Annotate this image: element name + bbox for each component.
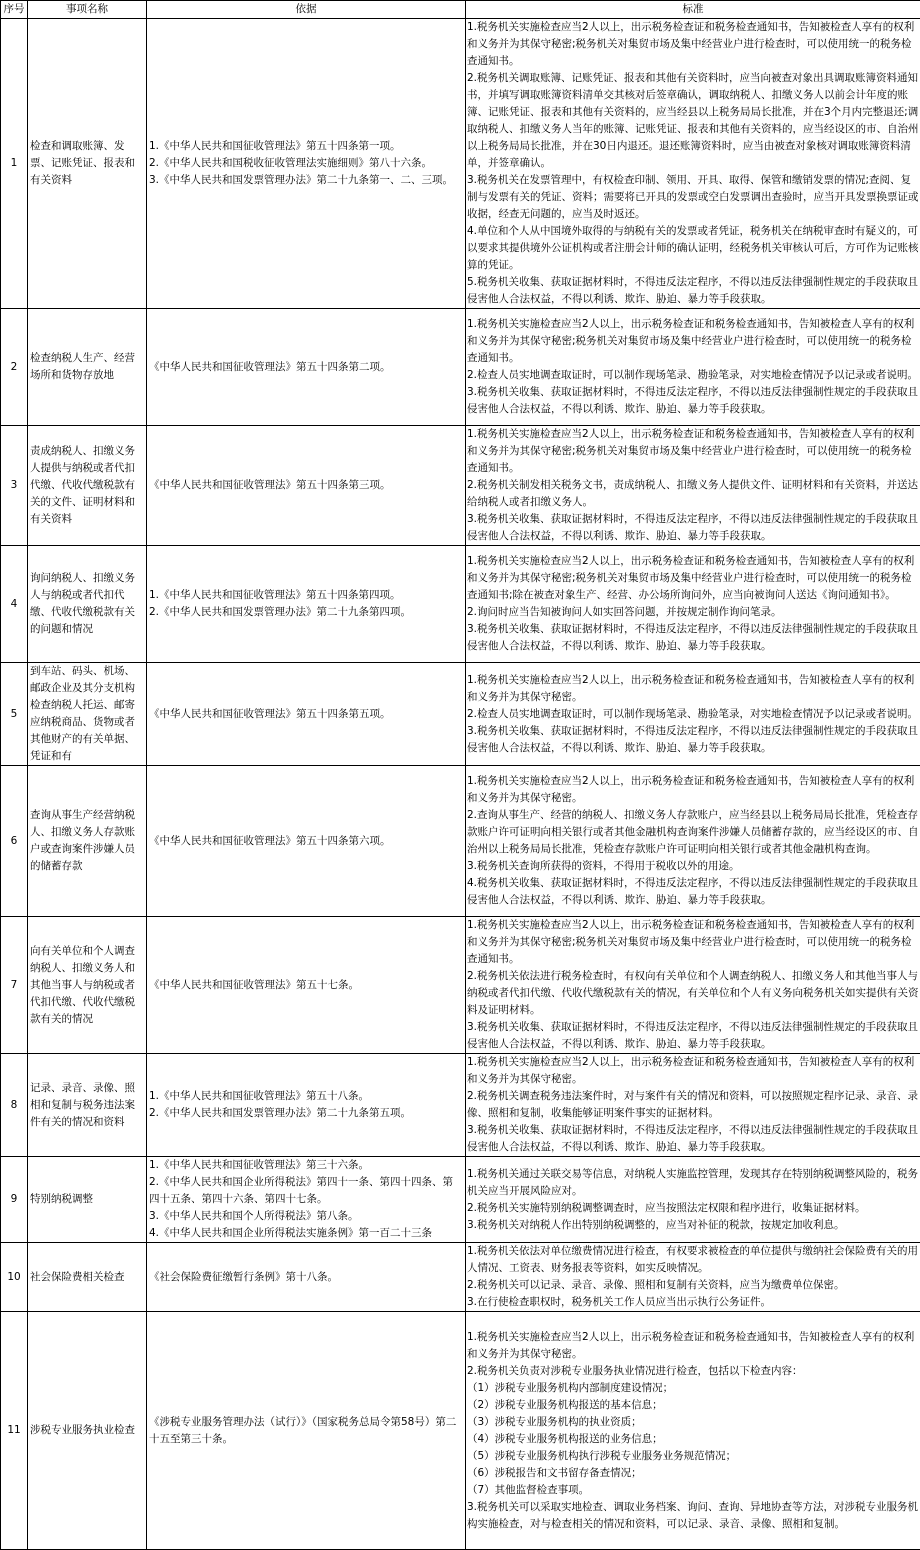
- standard-line: 3.税务机关在发票管理中，有权检查印制、领用、开具、取得、保管和缴销发票的情况;查阅、复制与发票有关的凭证、资料；需要将已开具的发票或空白发票调出查验时，应当开具发票换票证或收据，经查无问题的，应当及时返还。: [467, 172, 919, 223]
- item-name: 检查和调取账簿、发票、记账凭证、报表和有关资料: [28, 19, 147, 309]
- table-row: [1, 1243, 920, 1312]
- standard-line: 3.税务机关收集、获取证据材料时，不得违反法定程序，不得以违反法律强制性规定的手段获取且侵害他人合法权益，不得以利诱、欺诈、胁迫、暴力等手段获取。: [467, 621, 919, 655]
- item-name: 向有关单位和个人调查纳税人、扣缴义务人和其他当事人与纳税或者代扣代缴、代收代缴税款有关的情况: [28, 917, 147, 1054]
- item-name: 社会保险费相关检查: [28, 1243, 147, 1312]
- standard-cell: [466, 19, 920, 309]
- standard-line: 3.税务机关收集、获取证据材料时，不得违反法定程序，不得以违反法律强制性规定的手段获取且侵害他人合法权益，不得以利诱、欺诈、胁迫、暴力等手段获取。: [467, 723, 919, 757]
- item-name: 特别纳税调整: [28, 1157, 147, 1243]
- table-row: [1, 766, 920, 917]
- row-number: 3: [1, 426, 28, 546]
- basis-line: 《中华人民共和国征收管理法》第五十四条第六项。: [149, 833, 463, 850]
- standard-line: （5）涉税专业服务机构执行涉税专业服务业务规范情况；: [467, 1448, 919, 1465]
- item-name: 涉税专业服务执业检查: [28, 1312, 147, 1550]
- standard-line: 3.税务机关收集、获取证据材料时，不得违反法定程序，不得以违反法律强制性规定的手段获取且侵害他人合法权益，不得以利诱、欺诈、胁迫、暴力等手段获取。: [467, 384, 919, 418]
- row-number: 1: [1, 19, 28, 309]
- standard-cell: [466, 766, 920, 917]
- standard-line: 2.税务机关制发相关税务文书，责成纳税人、扣缴义务人提供文件、证明材料和有关资料，并送达给纳税人或者扣缴义务人。: [467, 477, 919, 511]
- basis-line: 《中华人民共和国征收管理法》第五十四条第三项。: [149, 477, 463, 494]
- basis-line: 2.《中华人民共和国发票管理办法》第二十九条第四项。: [149, 604, 463, 621]
- standard-line: 3.在行使检查职权时，税务机关工作人员应当出示执行公务证件。: [467, 1294, 919, 1311]
- basis-line: 《涉税专业服务管理办法（试行）》（国家税务总局令第58号）第二十五至第三十条。: [149, 1414, 463, 1448]
- table-header-row: [1, 1, 920, 19]
- row-number: 5: [1, 663, 28, 766]
- basis-line: 2.《中华人民共和国发票管理办法》第二十九条第五项。: [149, 1105, 463, 1122]
- item-name: 记录、录音、录像、照相和复制与税务违法案件有关的情况和资料: [28, 1054, 147, 1157]
- header-item-name: 事项名称: [28, 1, 147, 19]
- standard-line: 1.税务机关实施检查应当2人以上，出示税务检查证和税务检查通知书，告知被检查人享有的权利和义务并为其保守秘密;税务机关对集贸市场及集中经营业户进行检查时，可以使用统一的税务检查通知书;除在被查对象生产、经营、办公场所询问外，应当向被询问人送达《询问通知书》。: [467, 553, 919, 604]
- table-row: [1, 1054, 920, 1157]
- table-row: [1, 1157, 920, 1243]
- standard-cell: [466, 546, 920, 663]
- basis-cell: [147, 19, 466, 309]
- item-name: 查询从事生产经营纳税人、扣缴义务人存款账户或查询案件涉嫌人员的储蓄存款: [28, 766, 147, 917]
- row-number: 2: [1, 309, 28, 426]
- standard-line: 1.税务机关实施检查应当2人以上，出示税务检查证和税务检查通知书，告知被检查人享有的权利和义务并为其保守秘密。: [467, 773, 919, 807]
- standard-line: 4.税务机关收集、获取证据材料时，不得违反法定程序，不得以违反法律强制性规定的手段获取且侵害他人合法权益，不得以利诱、欺诈、胁迫、暴力等手段获取。: [467, 875, 919, 909]
- standard-line: 2.检查人员实地调查取证时，可以制作现场笔录、勘验笔录，对实地检查情况予以记录或者说明。: [467, 706, 919, 723]
- table-row: [1, 426, 920, 546]
- standard-line: （7）其他监督检查事项。: [467, 1482, 919, 1499]
- standard-line: 1.税务机关实施检查应当2人以上，出示税务检查证和税务检查通知书，告知被检查人享有的权利和义务并为其保守秘密;税务机关对集贸市场及集中经营业户进行检查时，可以使用统一的税务检查通知书。: [467, 316, 919, 367]
- header-basis: 依据: [147, 1, 466, 19]
- basis-line: 《中华人民共和国征收管理法》第五十四条第五项。: [149, 706, 463, 723]
- table-row: [1, 663, 920, 766]
- basis-line: 《中华人民共和国征收管理法》第五十四条第二项。: [149, 359, 463, 376]
- row-number: 11: [1, 1312, 28, 1550]
- basis-cell: [147, 1054, 466, 1157]
- standard-line: 1.税务机关通过关联交易等信息，对纳税人实施监控管理，发现其存在特别纳税调整风险的，税务机关应当开展风险应对。: [467, 1166, 919, 1200]
- standard-line: 2.税务机关调取账簿、记账凭证、报表和其他有关资料时，应当向被查对象出具调取账簿资料通知书，并填写调取账簿资料清单交其核对后签章确认，调取纳税人、扣缴义务人以前会计年度的账簿、记账凭证、报表和其他有关资料的，应当经县以上税务局局长批准，并在3个月内完整退还;调取纳税人、扣缴义务人当年的账簿、记账凭证、报表和其他有关资料的，应当经设区的市、自治州以上税务局局长批准，并在30日内退还。退还账簿资料时，应当由被查对象核对调取账簿资料清单，并签章确认。: [467, 70, 919, 172]
- basis-line: 4.《中华人民共和国企业所得税法实施条例》第一百二十三条: [149, 1225, 463, 1242]
- standard-line: 2.税务机关实施特别纳税调整调查时，应当按照法定权限和程序进行，收集证据材料。: [467, 1200, 919, 1217]
- standard-line: 1.税务机关依法对单位缴费情况进行检查，有权要求被检查的单位提供与缴纳社会保险费有关的用人情况、工资表、财务报表等资料，如实反映情况。: [467, 1243, 919, 1277]
- basis-cell: [147, 1312, 466, 1550]
- standard-cell: [466, 426, 920, 546]
- standard-line: 4.单位和个人从中国境外取得的与纳税有关的发票或者凭证，税务机关在纳税审查时有疑义的，可以要求其提供境外公证机构或者注册会计师的确认证明，经税务机关审核认可后，方可作为记账核算的凭证。: [467, 223, 919, 274]
- table-row: [1, 546, 920, 663]
- row-number: 7: [1, 917, 28, 1054]
- standard-line: （6）涉税报告和文书留存备查情况；: [467, 1465, 919, 1482]
- standard-line: 2.查询从事生产、经营的纳税人、扣缴义务人存款账户，应当经县以上税务局局长批准，凭检查存款账户许可证明向相关银行或者其他金融机构查询案件涉嫌人员储蓄存款的，应当经设区的市、自治州以上税务局局长批准，凭检查存款账户许可证明向相关银行或者其他金融机构查询。: [467, 807, 919, 858]
- standard-cell: [466, 1243, 920, 1312]
- standard-line: 3.税务机关查询所获得的资料，不得用于税收以外的用途。: [467, 858, 919, 875]
- basis-line: 1.《中华人民共和国征收管理法》第五十四条第四项。: [149, 587, 463, 604]
- standard-line: 2.检查人员实地调查取证时，可以制作现场笔录、勘验笔录，对实地检查情况予以记录或者说明。: [467, 367, 919, 384]
- standard-line: 2.询问时应当告知被询问人如实回答问题，并按规定制作询问笔录。: [467, 604, 919, 621]
- basis-cell: [147, 1157, 466, 1243]
- basis-cell: [147, 1243, 466, 1312]
- standard-line: 3.税务机关可以采取实地检查、调取业务档案、询问、查询、异地协查等方法，对涉税专业服务机构实施检查，对与检查相关的情况和资料，可以记录、录音、录像、照相和复制。: [467, 1499, 919, 1533]
- standard-cell: [466, 917, 920, 1054]
- basis-line: 1.《中华人民共和国征收管理法》第三十六条。: [149, 1157, 463, 1174]
- table-row: [1, 309, 920, 426]
- row-number: 8: [1, 1054, 28, 1157]
- basis-cell: [147, 426, 466, 546]
- row-number: 9: [1, 1157, 28, 1243]
- basis-line: 3.《中华人民共和国发票管理办法》第二十九条第一、二、三项。: [149, 172, 463, 189]
- standard-line: 2.税务机关可以记录、录音、录像、照相和复制有关资料，应当为缴费单位保密。: [467, 1277, 919, 1294]
- standard-line: 1.税务机关实施检查应当2人以上，出示税务检查证和税务检查通知书，告知被检查人享有的权利和义务并为其保守秘密。: [467, 1329, 919, 1363]
- basis-line: 1.《中华人民共和国征收管理法》第五十四条第一项。: [149, 138, 463, 155]
- row-number: 4: [1, 546, 28, 663]
- standard-cell: [466, 1312, 920, 1550]
- row-number: 10: [1, 1243, 28, 1312]
- standard-line: 3.税务机关收集、获取证据材料时，不得违反法定程序，不得以违反法律强制性规定的手段获取且侵害他人合法权益，不得以利诱、欺诈、胁迫、暴力等手段获取。: [467, 511, 919, 545]
- standard-line: 5.税务机关收集、获取证据材料时，不得违反法定程序，不得以违反法律强制性规定的手段获取且侵害他人合法权益，不得以利诱、欺诈、胁迫、暴力等手段获取。: [467, 274, 919, 308]
- standard-line: 1.税务机关实施检查应当2人以上，出示税务检查证和税务检查通知书，告知被检查人享有的权利和义务并为其保守秘密。: [467, 1054, 919, 1088]
- standard-line: 1.税务机关实施检查应当2人以上，出示税务检查证和税务检查通知书，告知被检查人享有的权利和义务并为其保守秘密。: [467, 672, 919, 706]
- standard-cell: [466, 663, 920, 766]
- row-number: 6: [1, 766, 28, 917]
- basis-cell: [147, 766, 466, 917]
- standard-line: 3.税务机关对纳税人作出特别纳税调整的，应当对补征的税款，按规定加收利息。: [467, 1217, 919, 1234]
- table-row: [1, 917, 920, 1054]
- basis-line: 3.《中华人民共和国个人所得税法》第八条。: [149, 1208, 463, 1225]
- standard-line: （3）涉税专业服务机构的执业资质；: [467, 1414, 919, 1431]
- standard-cell: [466, 1157, 920, 1243]
- table-row: [1, 19, 920, 309]
- standard-line: 1.税务机关实施检查应当2人以上，出示税务检查证和税务检查通知书，告知被检查人享有的权利和义务并为其保守秘密;税务机关对集贸市场及集中经营业户进行检查时，可以使用统一的税务检查通知书。: [467, 917, 919, 968]
- basis-line: 《中华人民共和国征收管理法》第五十七条。: [149, 977, 463, 994]
- standard-line: 1.税务机关实施检查应当2人以上，出示税务检查证和税务检查通知书，告知被检查人享有的权利和义务并为其保守秘密;税务机关对集贸市场及集中经营业户进行检查时，可以使用统一的税务检查通知书。: [467, 19, 919, 70]
- standard-line: 2.税务机关负责对涉税专业服务执业情况进行检查，包括以下检查内容：: [467, 1363, 919, 1380]
- standard-line: （2）涉税专业服务机构报送的基本信息；: [467, 1397, 919, 1414]
- standard-cell: [466, 1054, 920, 1157]
- basis-line: 《社会保险费征缴暂行条例》第十八条。: [149, 1269, 463, 1286]
- basis-line: 2.《中华人民共和国税收征收管理法实施细则》第八十六条。: [149, 155, 463, 172]
- standard-line: 3.税务机关收集、获取证据材料时，不得违反法定程序，不得以违反法律强制性规定的手段获取且侵害他人合法权益，不得以利诱、欺诈、胁迫、暴力等手段获取。: [467, 1122, 919, 1156]
- header-no: 序号: [1, 1, 28, 19]
- header-standard: 标准: [466, 1, 920, 19]
- basis-cell: [147, 663, 466, 766]
- item-name: 检查纳税人生产、经营场所和货物存放地: [28, 309, 147, 426]
- basis-cell: [147, 309, 466, 426]
- standard-line: （1）涉税专业服务机构内部制度建设情况；: [467, 1380, 919, 1397]
- basis-line: 1.《中华人民共和国征收管理法》第五十八条。: [149, 1088, 463, 1105]
- item-name: 询问纳税人、扣缴义务人与纳税或者代扣代缴、代收代缴税款有关的问题和情况: [28, 546, 147, 663]
- standard-line: 1.税务机关实施检查应当2人以上，出示税务检查证和税务检查通知书，告知被检查人享有的权利和义务并为其保守秘密;税务机关对集贸市场及集中经营业户进行检查时，可以使用统一的税务检查通知书。: [467, 426, 919, 477]
- table-row: [1, 1312, 920, 1550]
- item-name: 到车站、码头、机场、邮政企业及其分支机构检查纳税人托运、邮寄应纳税商品、货物或者其他财产的有关单据、凭证和有: [28, 663, 147, 766]
- item-name: 责成纳税人、扣缴义务人提供与纳税或者代扣代缴、代收代缴税款有关的文件、证明材料和有关资料: [28, 426, 147, 546]
- basis-cell: [147, 546, 466, 663]
- standard-line: （4）涉税专业服务机构报送的业务信息；: [467, 1431, 919, 1448]
- standard-cell: [466, 309, 920, 426]
- standard-line: 2.税务机关依法进行税务检查时，有权向有关单位和个人调查纳税人、扣缴义务人和其他当事人与纳税或者代扣代缴、代收代缴税款有关的情况，有关单位和个人有义务向税务机关如实提供有关资料及证明材料。: [467, 968, 919, 1019]
- basis-cell: [147, 917, 466, 1054]
- standard-line: 3.税务机关收集、获取证据材料时，不得违反法定程序，不得以违反法律强制性规定的手段获取且侵害他人合法权益，不得以利诱、欺诈、胁迫、暴力等手段获取。: [467, 1019, 919, 1053]
- standard-line: 2.税务机关调查税务违法案件时，对与案件有关的情况和资料，可以按照规定程序记录、录音、录像、照相和复制，收集能够证明案件事实的证据材料。: [467, 1088, 919, 1122]
- basis-line: 2.《中华人民共和国企业所得税法》第四十一条、第四十四条、第四十五条、第四十六条、第四十七条。: [149, 1174, 463, 1208]
